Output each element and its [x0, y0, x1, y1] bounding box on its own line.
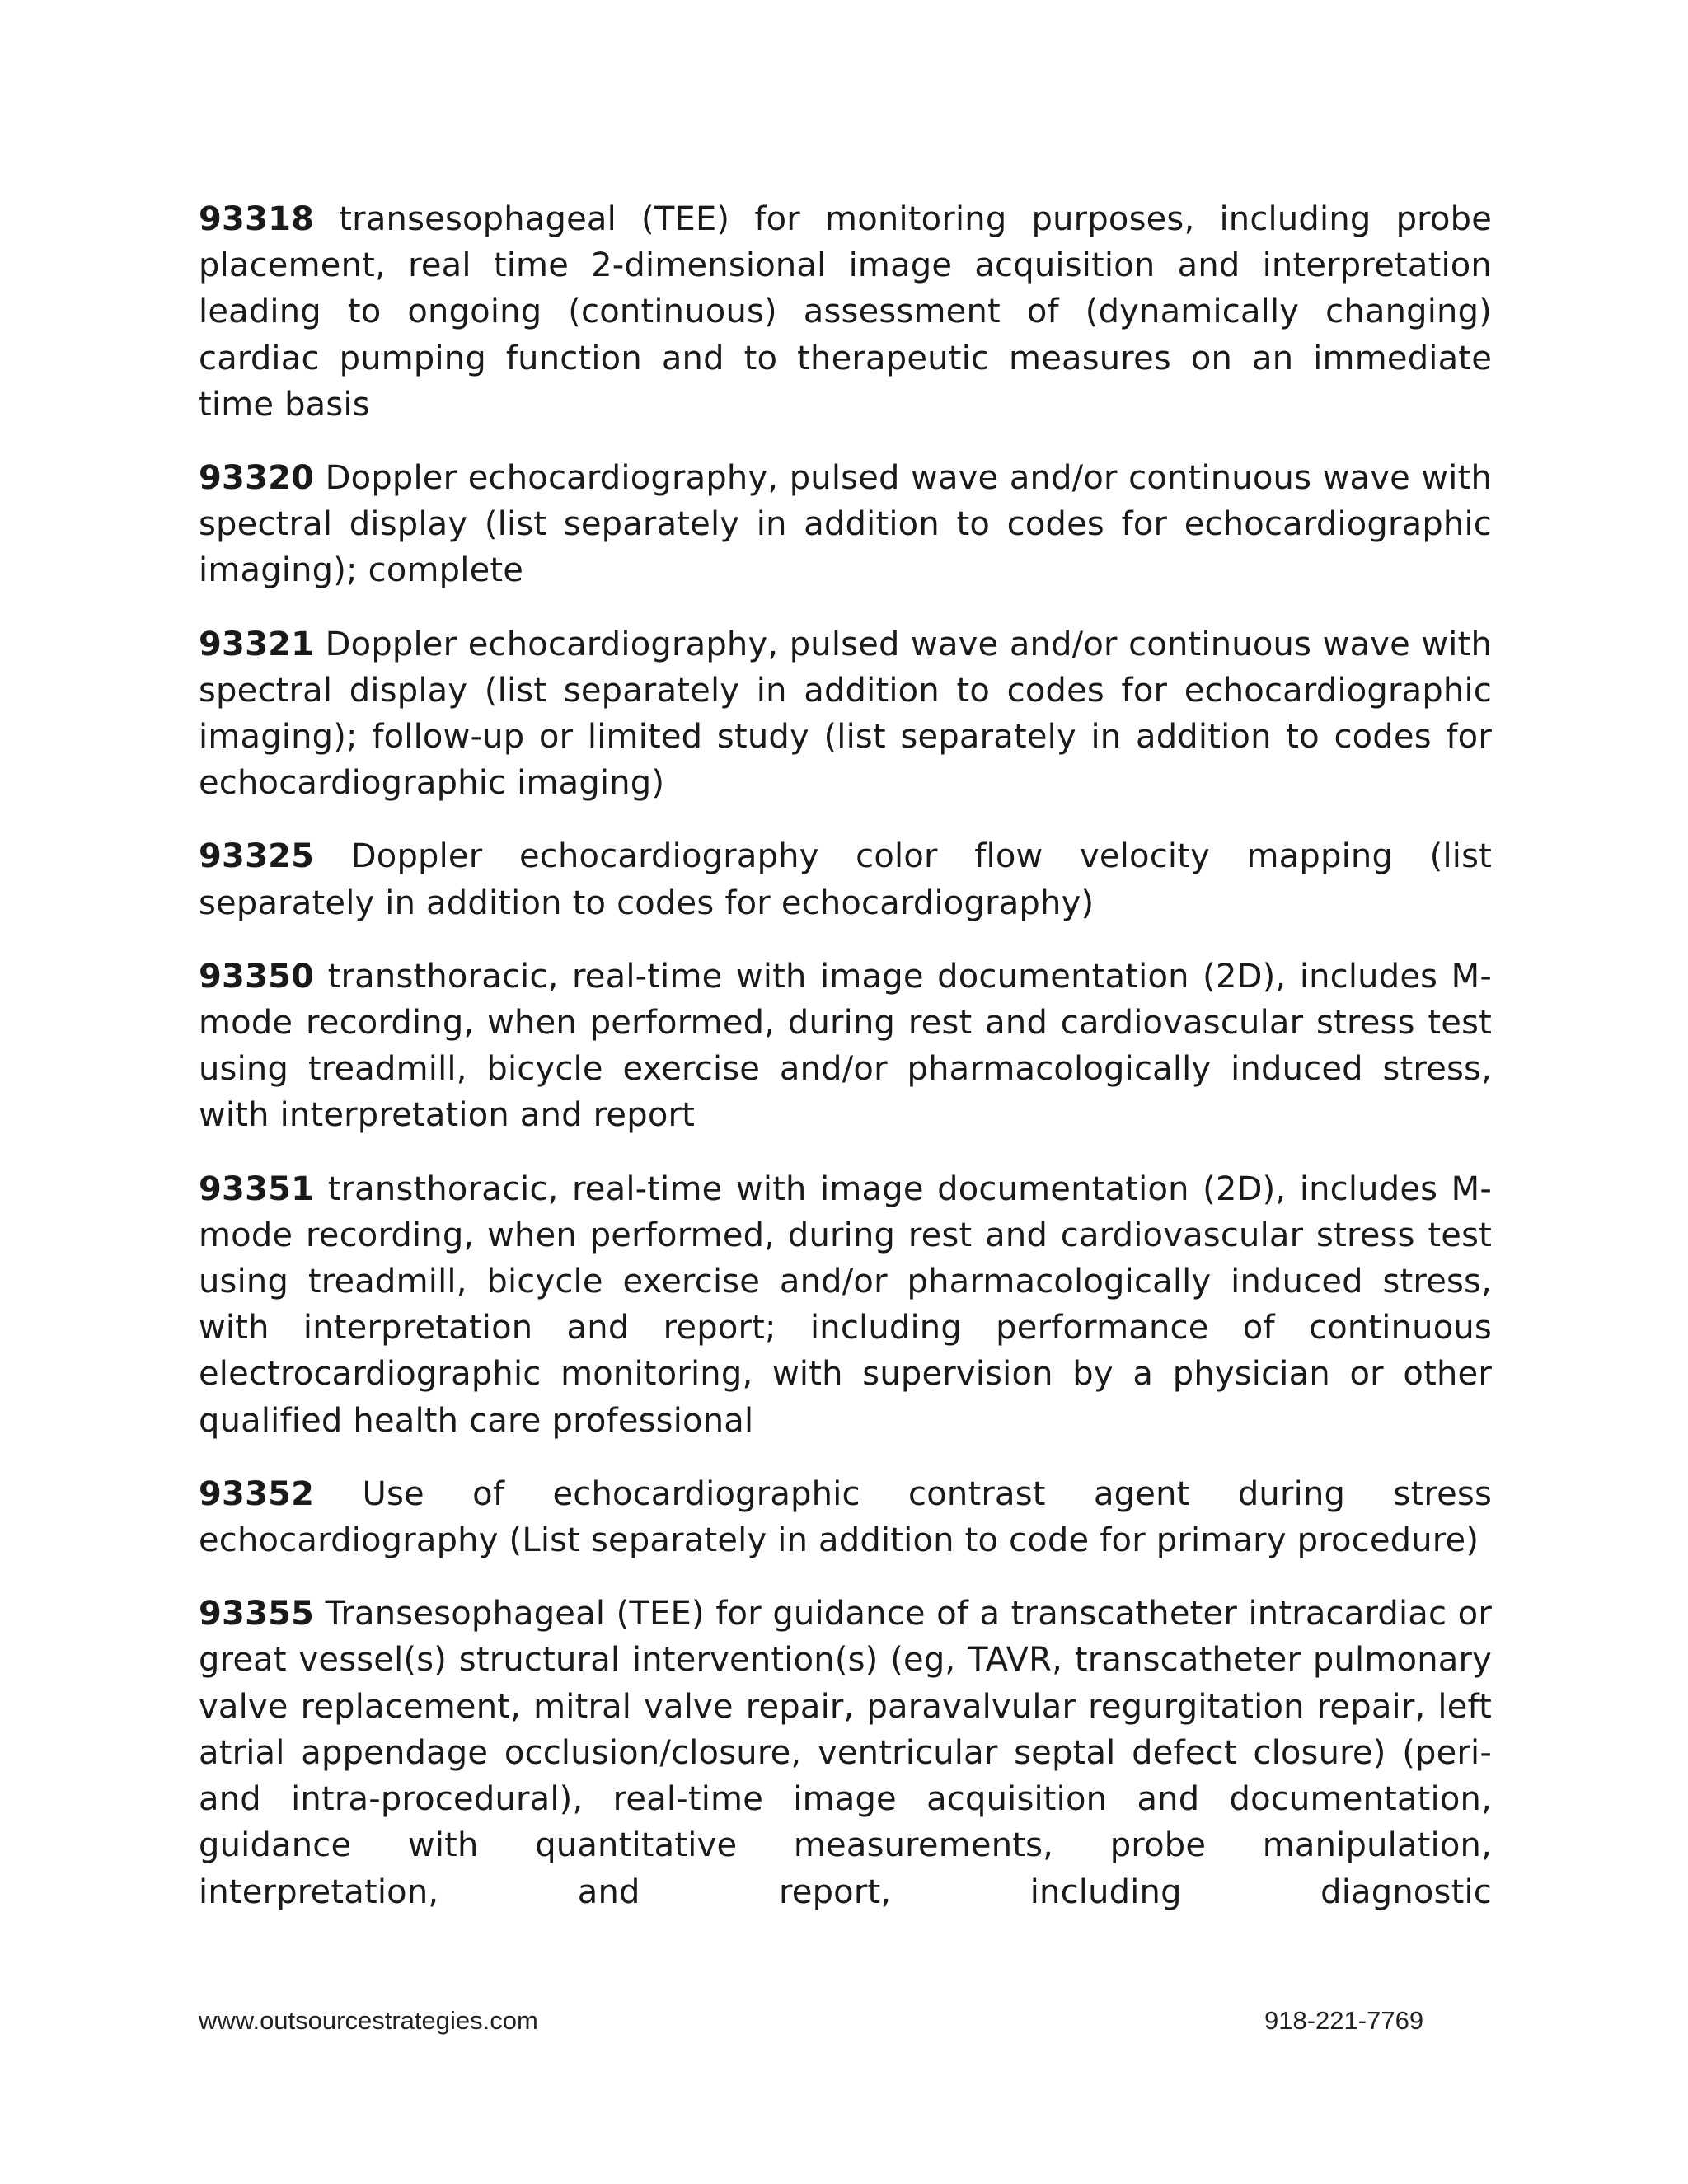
cpt-code: 93318 — [199, 200, 315, 238]
code-description: transthoracic, real-time with image documentation (2D), includes M-mode recording, when performed, during rest and cardiovascular stress test using treadmill, bicycle exercise and/or pharmacologically induced stress, with interpretation and report — [199, 957, 1492, 1135]
code-entry-93318 — [199, 196, 1492, 428]
code-description: Use of echocardiographic contrast agent during stress echocardiography (List separately in addition to code for primary procedure) — [199, 1474, 1492, 1560]
cpt-code: 93350 — [199, 957, 315, 996]
cpt-code: 93355 — [199, 1595, 315, 1633]
code-description: Transesophageal (TEE) for guidance of a transcatheter intracardiac or great vessel(s) structural intervention(s) (eg, TAVR, transcatheter pulmonary valve replacement, mitral valve repair, paravalvular regurgitation repair, left atrial appendage occlusion/closure, ventricular septal defect closure) (peri-and intra-procedural), real-time image acquisition and documentation, guidance with quantitative measurements, probe manipulation, interpretation, and report, including diagnostic — [199, 1595, 1492, 1911]
code-description: Doppler echocardiography, pulsed wave and/or continuous wave with spectral display (list separately in addition to codes for echocardiographic imaging); complete — [199, 459, 1492, 590]
code-entry-93320 — [199, 455, 1492, 594]
code-description: transesophageal (TEE) for monitoring purposes, including probe placement, real time 2-dimensional image acquisition and interpretation leading to ongoing (continuous) assessment of (dynamically changing) cardiac pumping function and to therapeutic measures on an immediate time basis — [199, 200, 1493, 424]
cpt-code: 93320 — [199, 459, 315, 498]
code-entry-93352 — [199, 1471, 1492, 1563]
cpt-code: 93321 — [199, 625, 315, 663]
code-entry-93321 — [199, 621, 1492, 807]
cpt-code: 93352 — [199, 1474, 315, 1513]
code-entry-93350 — [199, 954, 1492, 1139]
code-entry-93351 — [199, 1166, 1492, 1444]
cpt-code: 93325 — [199, 837, 315, 876]
code-description: Doppler echocardiography color flow velocity mapping (list separately in addition to codes for echocardiography) — [199, 837, 1492, 922]
code-list — [199, 196, 1492, 1943]
footer-phone: 918-221-7769 — [1264, 2006, 1424, 2035]
code-entry-93325 — [199, 833, 1492, 926]
footer-website: www.outsourcestrategies.com — [199, 2006, 538, 2035]
code-description: transthoracic, real-time with image documentation (2D), includes M-mode recording, when performed, during rest and cardiovascular stress test using treadmill, bicycle exercise and/or pharmacologically induced stress, with interpretation and report; including performance of continuous electrocardiographic monitoring, with supervision by a physician or other qualified health care professional — [199, 1169, 1492, 1440]
code-description: Doppler echocardiography, pulsed wave and/or continuous wave with spectral display (list separately in addition to codes for echocardiographic imaging); follow-up or limited study (list separately in addition to codes for echocardiographic imaging) — [199, 625, 1492, 803]
cpt-code: 93351 — [199, 1169, 315, 1208]
code-entry-93355 — [199, 1591, 1492, 1915]
